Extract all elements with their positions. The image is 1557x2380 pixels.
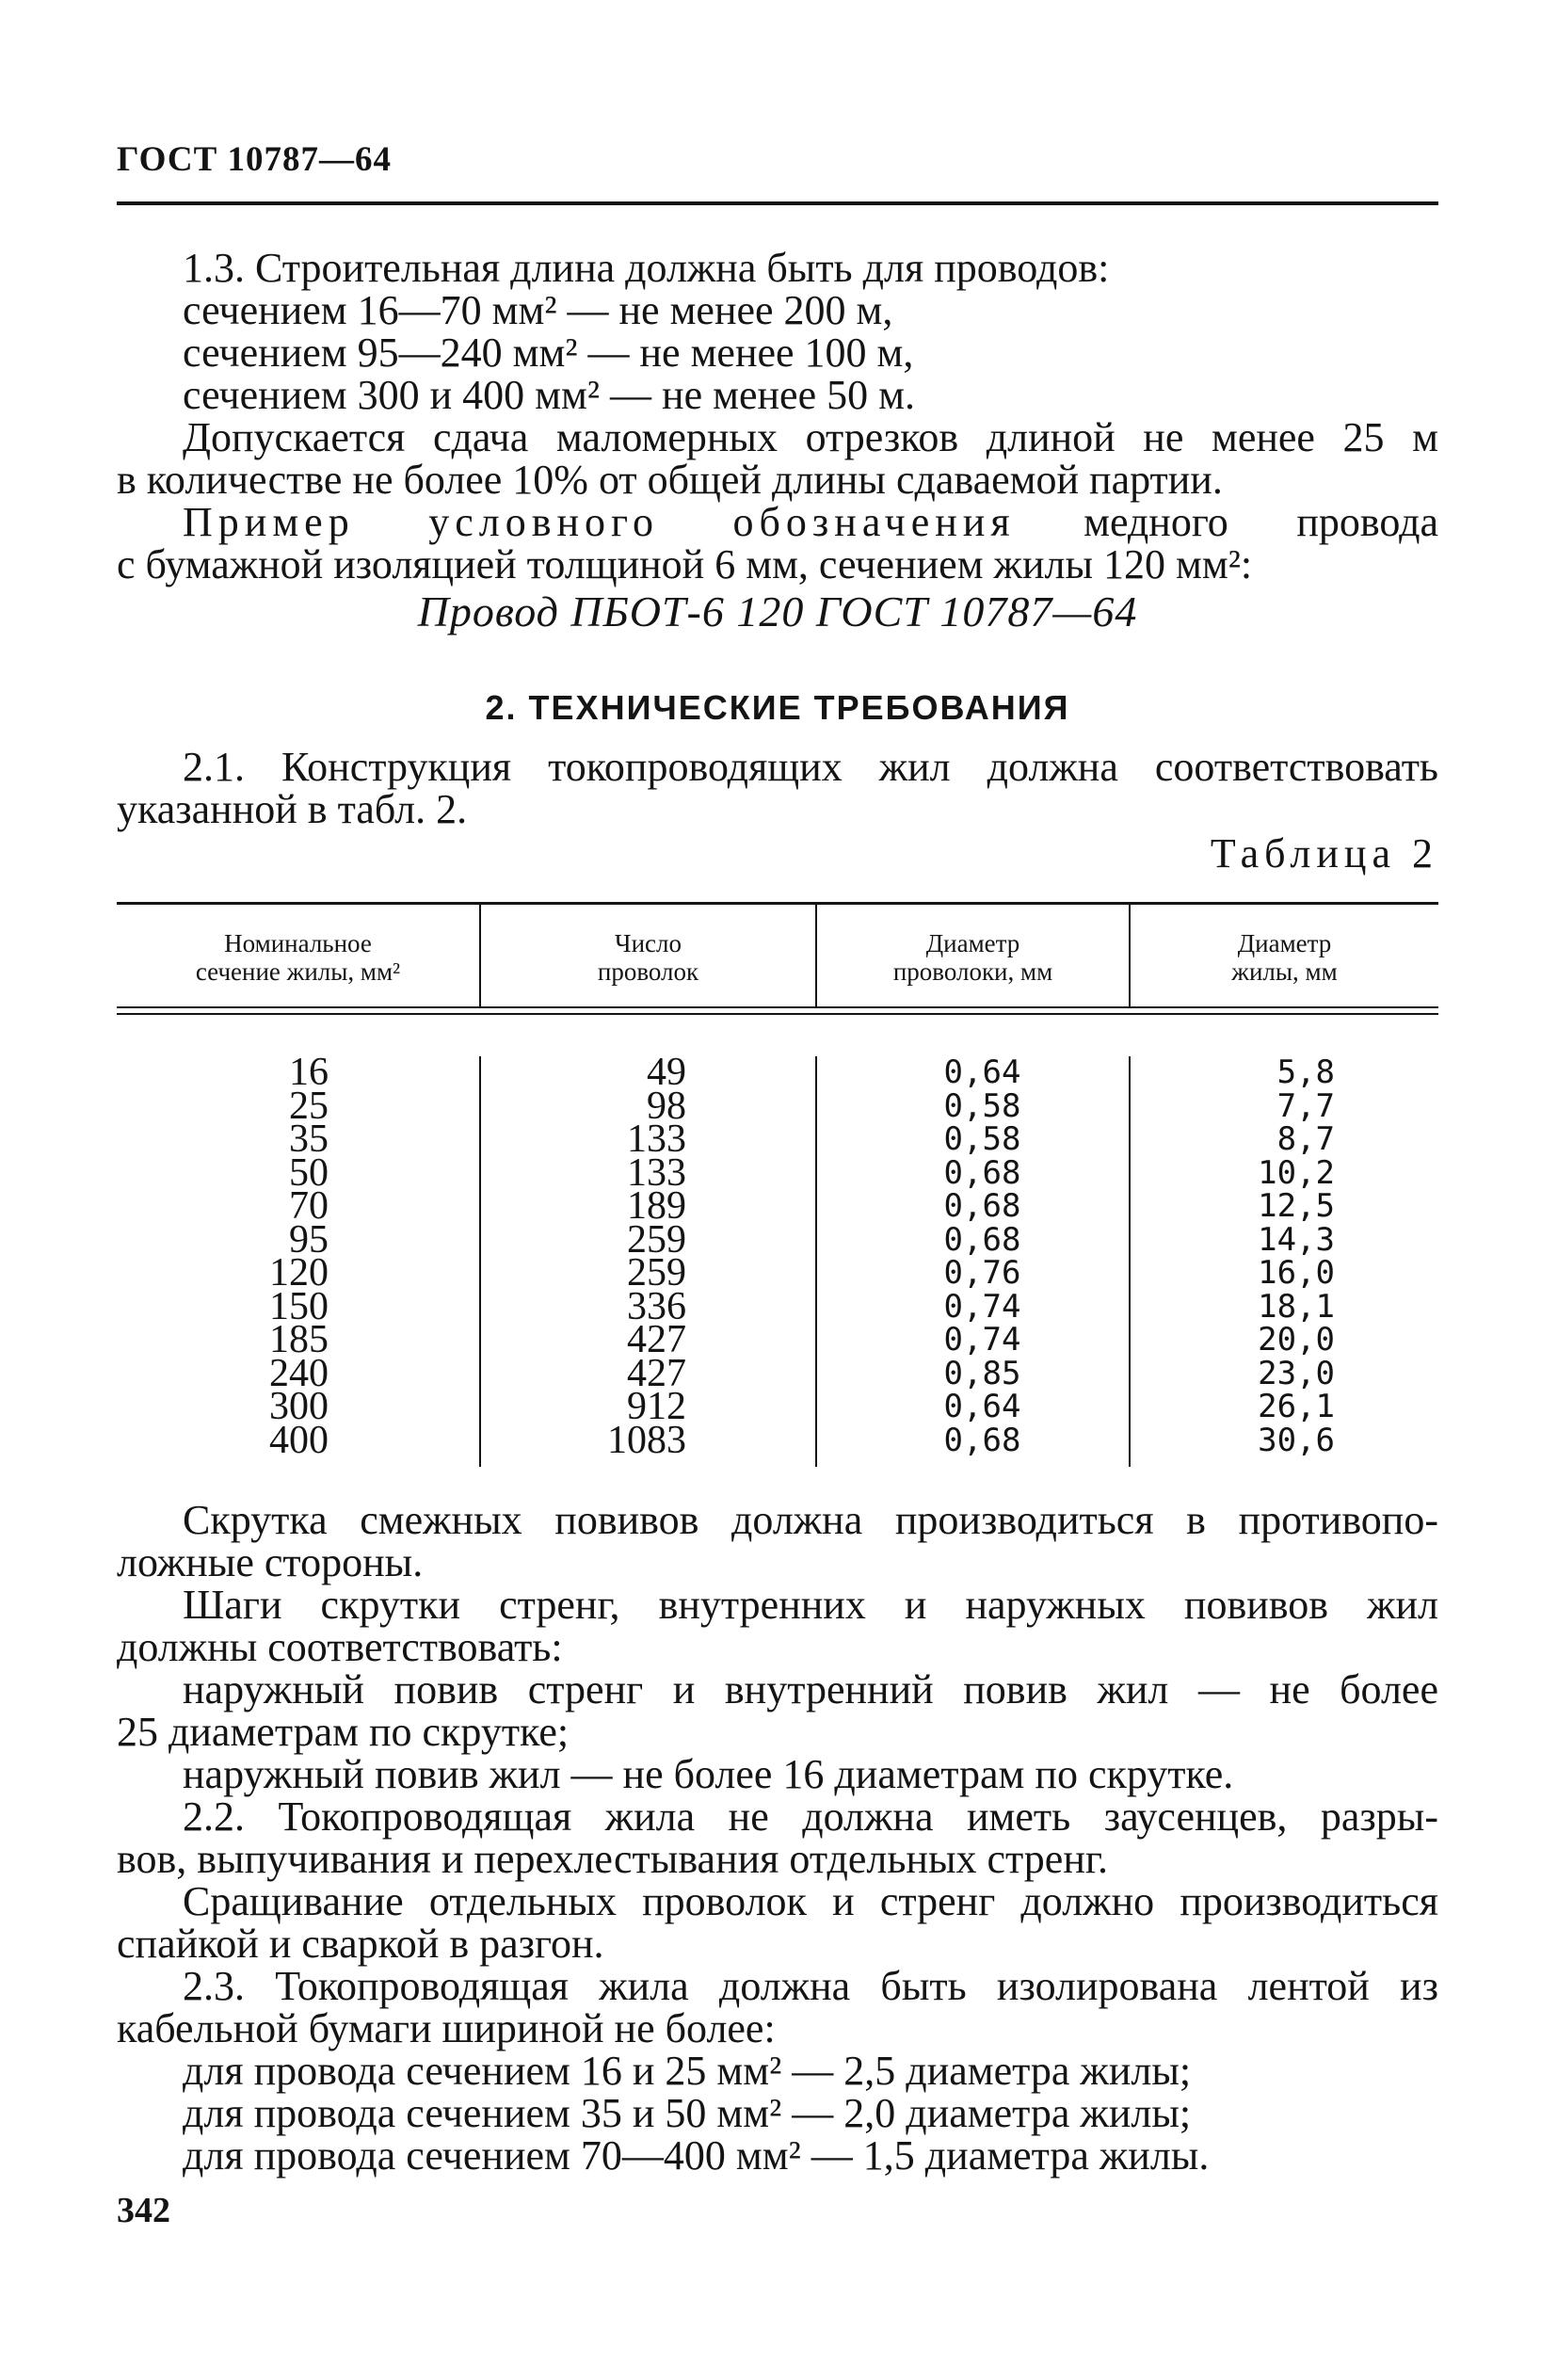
- clause-2-2-cont: вов, выпучивания и перехлестывания отдельных стренг.: [117, 1836, 1108, 1882]
- cell-section: 95: [289, 1217, 329, 1262]
- clause-2-2: 2.2. Токопроводящая жила не должна иметь заусенцев, разры-: [183, 1793, 1438, 1840]
- header-wire-diameter: Диаметр проволоки, мм: [815, 905, 1129, 1006]
- cell-wires: 98: [647, 1084, 686, 1128]
- cell-wire-diameter: 0,85: [943, 1354, 1021, 1392]
- cell-section: 120: [269, 1251, 329, 1295]
- cell-wire-diameter: 0,68: [943, 1153, 1021, 1192]
- header-rule: [117, 201, 1438, 205]
- column-core-diameter: [1129, 1053, 1438, 1467]
- example-intro: [117, 501, 1438, 543]
- cell-wire-diameter: 0,64: [943, 1053, 1021, 1091]
- cell-core-diameter: 12,5: [1258, 1187, 1335, 1225]
- cell-core-diameter: 26,1: [1258, 1388, 1335, 1425]
- cell-core-diameter: 18,1: [1258, 1287, 1335, 1326]
- cell-wires: 133: [627, 1118, 686, 1161]
- allowance-line-2: в количестве не более 10% от общей длины сдаваемой партии.: [117, 457, 1223, 503]
- cell-wires: 49: [647, 1051, 686, 1094]
- cell-wire-diameter: 0,58: [943, 1086, 1021, 1125]
- cell-wires: 912: [627, 1385, 686, 1428]
- splice-line-1: Сращивание отдельных проволок и стренг должно производиться: [183, 1878, 1438, 1924]
- cell-wire-diameter: 0,68: [943, 1187, 1021, 1225]
- cell-section: 240: [269, 1351, 329, 1395]
- cell-wire-diameter: 0,68: [943, 1220, 1021, 1259]
- cell-wires: 259: [627, 1251, 686, 1295]
- splice-line-2: спайкой и сваркой в разгон.: [117, 1921, 604, 1967]
- cell-core-diameter: 5,8: [1276, 1053, 1335, 1091]
- cell-section: 70: [289, 1184, 329, 1228]
- tape-width-1: для провода сечением 16 и 25 мм² — 2,5 диаметра жилы;: [183, 2048, 1192, 2094]
- cell-wire-diameter: 0,76: [943, 1254, 1021, 1292]
- cell-wire-diameter: 0,74: [943, 1321, 1021, 1359]
- column-section: [117, 1051, 479, 1467]
- cell-wires: 1083: [607, 1418, 686, 1462]
- designation-example: Провод ПБОТ-6 120 ГОСТ 10787—64: [417, 587, 1138, 635]
- cell-core-diameter: 30,6: [1258, 1421, 1335, 1459]
- cell-wires: 133: [627, 1150, 686, 1195]
- table-header-rule: [117, 1006, 1438, 1008]
- clause-1-3: 1.3. Строительная длина должна быть для проводов:: [183, 245, 1110, 291]
- tape-width-2: для провода сечением 35 и 50 мм² — 2,0 диаметра жилы;: [183, 2090, 1192, 2136]
- example-intro-2: с бумажной изоляцией толщиной 6 мм, сечением жилы 120 мм²:: [117, 541, 1253, 587]
- section-title: 2. ТЕХНИЧЕСКИЕ ТРЕБОВАНИЯ: [485, 688, 1070, 727]
- wire-table: [117, 902, 1438, 1467]
- cell-wire-diameter: 0,68: [943, 1421, 1021, 1459]
- pitch-line-5: наружный повив жил — не более 16 диаметрам по скрутке.: [183, 1751, 1234, 1797]
- pitch-line-4: 25 диаметрам по скрутке;: [117, 1709, 570, 1755]
- cell-core-diameter: 7,7: [1276, 1086, 1335, 1125]
- cell-core-diameter: 20,0: [1258, 1321, 1335, 1359]
- length-line-1: сечением 16—70 мм² — не менее 200 м,: [183, 287, 893, 333]
- cell-section: 400: [269, 1418, 329, 1462]
- clause-2-1-cont: указанной в табл. 2.: [117, 786, 468, 832]
- cell-section: 16: [289, 1051, 329, 1094]
- clause-2-3-cont: кабельной бумаги шириной не более:: [117, 2005, 776, 2051]
- cell-wire-diameter: 0,74: [943, 1287, 1021, 1326]
- cell-wire-diameter: 0,64: [943, 1388, 1021, 1425]
- pitch-line-3: наружный повив стренг и внутренний повив жил — не более: [183, 1666, 1438, 1713]
- cell-core-diameter: 14,3: [1258, 1220, 1335, 1259]
- standard-header: ГОСТ 10787—64: [117, 140, 392, 179]
- cell-section: 150: [269, 1284, 329, 1328]
- cell-section: 300: [269, 1385, 329, 1428]
- header-core-diameter: Диаметр жилы, мм: [1129, 905, 1438, 1006]
- cell-wires: 427: [627, 1318, 686, 1361]
- length-line-2: сечением 95—240 мм² — не менее 100 м,: [183, 330, 914, 376]
- example-label: Пример условного обозначения: [183, 499, 1016, 545]
- cell-wire-diameter: 0,58: [943, 1120, 1021, 1158]
- tape-width-3: для провода сечением 70—400 мм² — 1,5 диаметра жилы.: [183, 2132, 1210, 2179]
- example-intro-tail: медного провода: [1083, 499, 1438, 545]
- clause-2-1: 2.1. Конструкция токопроводящих жил должна соответствовать: [183, 744, 1438, 790]
- clause-2-3: 2.3. Токопроводящая жила должна быть изолирована лентой из: [183, 1963, 1438, 2009]
- body-bottom: [117, 1499, 1438, 2177]
- body-top: [117, 247, 1438, 889]
- header-wires: Число проволок: [479, 905, 815, 1006]
- cell-core-diameter: 23,0: [1258, 1354, 1335, 1392]
- length-line-3: сечением 300 и 400 мм² — не менее 50 м.: [183, 372, 915, 418]
- table-body: [117, 1015, 1438, 1467]
- cell-core-diameter: 8,7: [1276, 1120, 1335, 1158]
- cell-section: 25: [289, 1084, 329, 1128]
- table-header: [117, 905, 1438, 1006]
- cell-core-diameter: 10,2: [1258, 1153, 1335, 1192]
- cell-section: 185: [269, 1318, 329, 1361]
- twist-line-1: Скрутка смежных повивов должна производиться в противопо-: [183, 1497, 1438, 1543]
- table-label: Таблица 2: [1210, 830, 1438, 876]
- cell-core-diameter: 16,0: [1258, 1254, 1335, 1292]
- cell-section: 35: [289, 1118, 329, 1161]
- column-wires: [479, 1051, 815, 1467]
- cell-wires: 189: [627, 1184, 686, 1228]
- pitch-line-2: должны соответствовать:: [117, 1624, 563, 1670]
- page-number: 342: [117, 2191, 170, 2230]
- column-wire-diameter: [815, 1053, 1129, 1467]
- allowance-line-1: Допускается сдача маломерных отрезков длиной не менее 25 м: [183, 414, 1438, 460]
- cell-wires: 427: [627, 1351, 686, 1395]
- cell-wires: 259: [627, 1217, 686, 1262]
- cell-section: 50: [289, 1150, 329, 1195]
- twist-line-2: ложные стороны.: [117, 1539, 424, 1585]
- cell-wires: 336: [627, 1284, 686, 1328]
- header-section: Номинальное сечение жилы, мм²: [195, 929, 401, 986]
- pitch-line-1: Шаги скрутки стренг, внутренних и наружных повивов жил: [183, 1582, 1438, 1628]
